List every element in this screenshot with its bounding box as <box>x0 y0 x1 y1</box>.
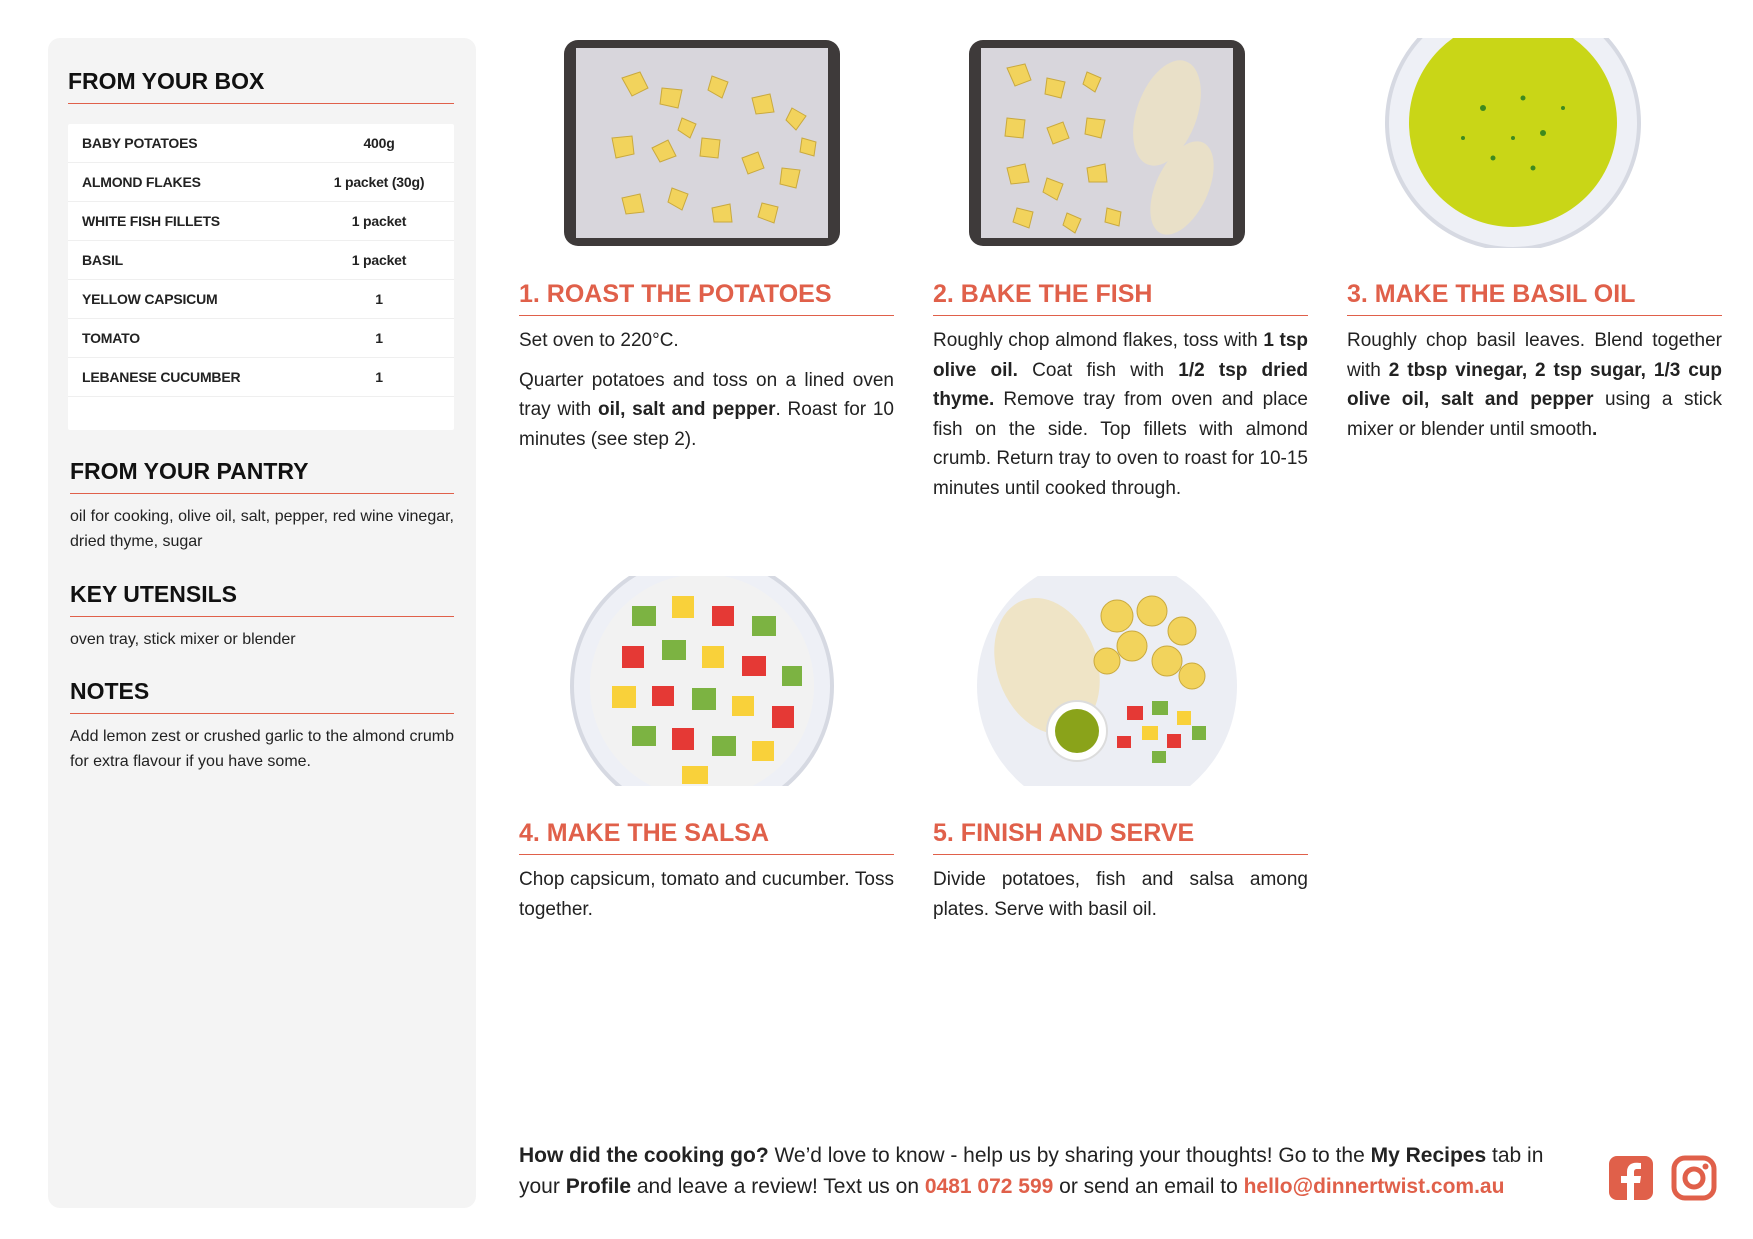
step-4-text: Chop capsicum, tomato and cucumber. Toss together. <box>519 869 894 920</box>
footer-question: How did the cooking go? <box>519 1144 769 1167</box>
ingredient-row <box>68 124 454 163</box>
ingredient-qty: 1 <box>375 291 383 307</box>
step-3-title: 3. MAKE THE BASIL OIL <box>1347 280 1722 316</box>
notes-title: NOTES <box>70 678 454 714</box>
ingredient-row <box>68 280 454 319</box>
ingredient-qty: 1 packet (30g) <box>333 174 425 190</box>
ingredient-qty: 1 <box>375 369 383 385</box>
served-plate-image <box>967 576 1247 786</box>
pantry-text: oil for cooking, olive oil, salt, pepper, red wine vinegar, dried thyme, sugar <box>70 508 454 550</box>
ingredient-row <box>68 358 454 397</box>
step-3 <box>1347 280 1722 454</box>
footer-text: and leave a review! Text us on <box>631 1175 925 1198</box>
step-1-body <box>519 326 894 454</box>
basil-oil-image <box>1373 38 1653 248</box>
step-3-text <box>1347 326 1722 444</box>
ingredient-row <box>68 163 454 202</box>
ingredient-qty: 1 packet <box>351 213 407 229</box>
step-1 <box>519 280 894 464</box>
facebook-icon[interactable] <box>1608 1155 1654 1206</box>
ingredient-name: TOMATO <box>82 330 140 346</box>
step-text-bold: 2 tbsp vinegar, 2 tsp sugar, 1/3 cup olive oil, salt and pepper <box>1347 359 1722 410</box>
step-text: Roughly chop almond flakes, toss with <box>933 330 1264 351</box>
my-recipes-link[interactable]: My Recipes <box>1370 1144 1487 1167</box>
sidebar <box>48 38 476 1208</box>
footer-text: tab in your <box>519 1144 1544 1198</box>
step-2-body <box>933 326 1308 503</box>
step-1-text <box>519 366 894 455</box>
step-text: Quarter potatoes and toss on a lined oven tray with <box>519 369 894 420</box>
potatoes-on-tray-image <box>562 38 842 248</box>
step-3-body <box>1347 326 1722 444</box>
step-text: . Roast for 10 minutes (see step 2). <box>519 399 894 450</box>
utensils-text: oven tray, stick mixer or blender <box>70 631 296 648</box>
utensils-section <box>70 581 454 652</box>
notes-section <box>70 678 454 774</box>
step-text: Roughly chop basil leaves. Blend together with <box>1347 330 1722 381</box>
from-your-box-section <box>68 68 454 430</box>
step-text-bold: . <box>1592 418 1598 440</box>
step-4-title: 4. MAKE THE SALSA <box>519 819 894 855</box>
step-text-bold: oil, salt and pepper <box>597 399 776 420</box>
fish-and-potatoes-on-tray-image <box>967 38 1247 248</box>
ingredient-name: WHITE FISH FILLETS <box>82 213 220 229</box>
footer-text: or send an email to <box>1053 1175 1244 1198</box>
ingredient-name: BASIL <box>82 252 124 268</box>
ingredient-name: LEBANESE CUCUMBER <box>82 369 241 385</box>
step-text: Coat fish with <box>1017 359 1179 381</box>
ingredient-qty: 1 <box>375 330 383 346</box>
ingredient-qty: 1 packet <box>351 252 407 268</box>
step-2 <box>933 280 1308 513</box>
ingredient-name: YELLOW CAPSICUM <box>82 291 218 307</box>
step-text: using a stick mixer or blender until smooth <box>1347 389 1722 440</box>
step-5-text: Divide potatoes, fish and salsa among plates. Serve with basil oil. <box>933 869 1308 920</box>
step-text-bold: 1/2 tsp dried thyme. <box>933 359 1309 410</box>
ingredient-name: BABY POTATOES <box>82 135 198 151</box>
ingredient-table <box>68 124 454 430</box>
email-link[interactable]: hello@dinnertwist.com.au <box>1243 1175 1505 1198</box>
feedback-footer <box>519 1140 1579 1202</box>
notes-text: Add lemon zest or crushed garlic to the almond crumb for extra flavour if you have some. <box>70 728 454 770</box>
utensils-title: KEY UTENSILS <box>70 581 454 617</box>
step-5 <box>933 819 1308 934</box>
step-2-text <box>933 326 1308 503</box>
ingredient-row <box>68 319 454 358</box>
step-1-title: 1. ROAST THE POTATOES <box>519 280 894 316</box>
step-1-text: Set oven to 220°C. <box>519 330 679 351</box>
step-5-title: 5. FINISH AND SERVE <box>933 819 1308 855</box>
step-5-body <box>933 865 1308 924</box>
footer-text: We’d love to know - help us by sharing your thoughts! Go to the <box>768 1144 1371 1167</box>
step-4-body <box>519 865 894 924</box>
from-your-box-title: FROM YOUR BOX <box>68 68 454 104</box>
salsa-bowl-image <box>562 576 842 786</box>
step-4 <box>519 819 894 934</box>
step-text: Remove tray from oven and place fish on the side. Top fillets with almond crumb. Return tray to oven to roast for 10-15 minutes until cooked through. <box>933 389 1308 499</box>
step-text-bold: 1 tsp olive oil. <box>933 330 1308 381</box>
step-2-title: 2. BAKE THE FISH <box>933 280 1308 316</box>
profile-link[interactable]: Profile <box>565 1175 632 1198</box>
ingredient-row <box>68 202 454 241</box>
pantry-section <box>70 458 454 554</box>
phone-link[interactable]: 0481 072 599 <box>924 1175 1054 1198</box>
ingredient-name: ALMOND FLAKES <box>82 174 201 190</box>
ingredient-qty: 400g <box>363 135 395 151</box>
pantry-title: FROM YOUR PANTRY <box>70 458 454 494</box>
instagram-icon[interactable] <box>1671 1155 1717 1206</box>
ingredient-row <box>68 241 454 280</box>
